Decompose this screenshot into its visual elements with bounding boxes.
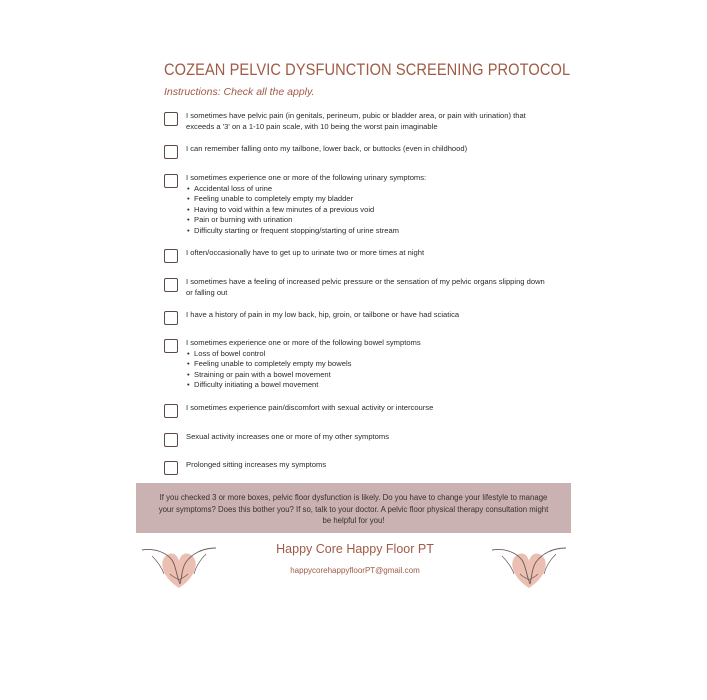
item-text-block	[186, 338, 546, 391]
item-text: I sometimes have pelvic pain (in genitals, perineum, pubic or bladder area, or pain with urination) that exceeds a '3' on a 1-10 pain scale, with 10 being the worst pain imaginable	[186, 111, 526, 131]
checkbox[interactable]	[164, 174, 178, 188]
list-item: • Pain or burning with urination	[186, 215, 546, 226]
checkbox[interactable]	[164, 404, 178, 418]
item-text: I sometimes experience pain/discomfort with sexual activity or intercourse	[186, 403, 434, 412]
checkbox[interactable]	[164, 278, 178, 292]
page-title: COZEAN PELVIC DYSFUNCTION SCREENING PROTOCOL	[164, 60, 571, 79]
item-text: I can remember falling onto my tailbone, lower back, or buttocks (even in childhood)	[186, 144, 468, 153]
item-text: I have a history of pain in my low back, hip, groin, or tailbone or have had sciatica	[186, 310, 460, 319]
item-text: I sometimes experience one or more of the following urinary symptoms:	[186, 173, 427, 182]
summary-text: If you checked 3 or more boxes, pelvic floor dysfunction is likely. Do you have to change your lifestyle to manage your symptoms? Does this bother you? If so, talk to your doctor. A pelvic floor physical therapy consultation might be helpful for you!	[158, 493, 549, 525]
checkbox[interactable]	[164, 311, 178, 325]
checkbox[interactable]	[164, 249, 178, 263]
item-text: Sexual activity increases one or more of my other symptoms	[186, 432, 389, 441]
checkbox[interactable]	[164, 339, 178, 353]
item-text-block	[186, 173, 546, 236]
instructions-text: Instructions: Check all the apply.	[164, 86, 315, 98]
hands-heart-icon	[490, 544, 568, 592]
urinary-symptom-list	[186, 184, 546, 237]
hands-heart-icon	[140, 544, 218, 592]
item-text: I sometimes have a feeling of increased pelvic pressure or the sensation of my pelvic organs slipping down or falling out	[186, 277, 545, 297]
checkbox[interactable]	[164, 433, 178, 447]
list-item: • Difficulty initiating a bowel movement	[186, 380, 546, 391]
item-text: I often/occasionally have to get up to urinate two or more times at night	[186, 248, 425, 257]
list-item: • Feeling unable to completely empty my bowels	[186, 359, 546, 370]
bowel-symptom-list	[186, 349, 546, 391]
list-item: • Accidental loss of urine	[186, 184, 546, 195]
list-item: • Having to void within a few minutes of a previous void	[186, 205, 546, 216]
checkbox[interactable]	[164, 145, 178, 159]
checkbox[interactable]	[164, 461, 178, 475]
list-item: • Loss of bowel control	[186, 349, 546, 360]
summary-banner	[136, 483, 571, 533]
item-text: Prolonged sitting increases my symptoms	[186, 460, 327, 469]
brand-name: Happy Core Happy Floor PT	[276, 542, 434, 556]
checkbox[interactable]	[164, 112, 178, 126]
list-item: • Difficulty starting or frequent stopping/starting of urine stream	[186, 226, 546, 237]
list-item: • Straining or pain with a bowel movement	[186, 370, 546, 381]
list-item: • Feeling unable to completely empty my bladder	[186, 194, 546, 205]
email-link[interactable]: happycorehappyfloorPT@gmail.com	[290, 566, 420, 575]
item-text: I sometimes experience one or more of the following bowel symptoms	[186, 338, 421, 347]
